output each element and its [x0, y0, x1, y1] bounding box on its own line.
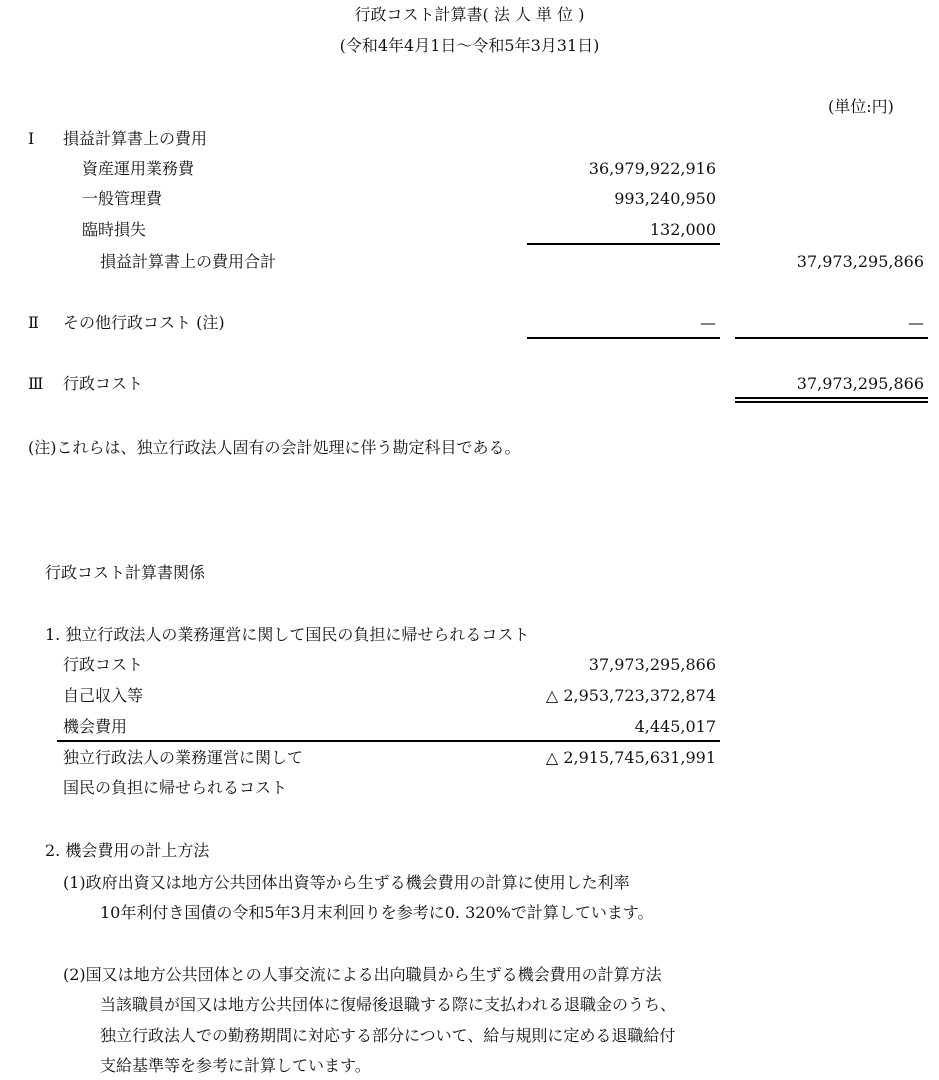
item1-row-label: 行政コスト — [63, 655, 144, 674]
section3-title: 行政コスト — [63, 374, 144, 393]
document-title: 行政コスト計算書( 法 人 単 位 ) — [354, 5, 585, 24]
item1-row-label: 自己収入等 — [63, 686, 144, 705]
unit-label: (単位:円) — [828, 97, 894, 116]
section2-total-rule — [735, 337, 928, 339]
section1-title: 損益計算書上の費用 — [63, 129, 208, 148]
item2-sub1-title: (1)政府出資又は地方公共団体出資等から生ずる機会費用の計算に使用した利率 — [63, 873, 630, 892]
section1-row-amount: 36,979,922,916 — [588, 159, 716, 178]
section3-numeral: Ⅲ — [28, 374, 44, 393]
item1-total-rule — [57, 740, 720, 742]
related-heading: 行政コスト計算書関係 — [45, 563, 206, 582]
item2-sub2-body-line: 独立行政法人での勤務期間に対応する部分について、給与規則に定める退職給付 — [100, 1026, 676, 1045]
subtotal-rule — [527, 243, 720, 245]
item1-total-label-line2: 国民の負担に帰せられるコスト — [63, 778, 288, 797]
section1-row-amount: 132,000 — [649, 220, 716, 239]
section2-numeral: Ⅱ — [28, 313, 39, 332]
section1-row-label: 一般管理費 — [82, 189, 163, 208]
grand-total-double-rule — [735, 397, 928, 403]
item1-row-amount: △ 2,953,723,372,874 — [545, 686, 716, 705]
section2-title: その他行政コスト (注) — [63, 313, 225, 332]
item2-sub2-title: (2)国又は地方公共団体との人事交流による出向職員から生ずる機会費用の計算方法 — [63, 965, 662, 984]
section1-row-amount: 993,240,950 — [614, 189, 716, 208]
section2-rule — [527, 337, 720, 339]
section2-total-dash: — — [908, 313, 924, 332]
section1-row-label: 臨時損失 — [82, 220, 147, 239]
item2-sub2-body-line: 支給基準等を参考に計算しています。 — [100, 1056, 371, 1075]
section1-row-label: 資産運用業務費 — [82, 159, 195, 178]
item1-row-label: 機会費用 — [63, 717, 128, 736]
item1-title: 1. 独立行政法人の業務運営に関して国民の負担に帰せられるコスト — [45, 625, 530, 644]
reporting-period: (令和4年4月1日～令和5年3月31日) — [339, 36, 600, 55]
item2-sub1-body: 10年利付き国債の令和5年3月末利回りを参考に0. 320%で計算しています。 — [100, 903, 654, 922]
item2-title: 2. 機会費用の計上方法 — [45, 841, 210, 860]
item1-row-amount: 37,973,295,866 — [588, 655, 716, 674]
section3-amount: 37,973,295,866 — [796, 374, 924, 393]
item1-row-amount: 4,445,017 — [634, 717, 716, 736]
footnote: (注)これらは、独立行政法人固有の会計処理に伴う勘定科目である。 — [28, 438, 521, 457]
item1-total-label-line1: 独立行政法人の業務運営に関して — [63, 748, 304, 767]
section1-numeral: Ⅰ — [28, 129, 35, 148]
section1-total-amount: 37,973,295,866 — [796, 252, 924, 271]
section2-amount-dash: — — [700, 313, 716, 332]
item1-total-amount: △ 2,915,745,631,991 — [545, 748, 716, 767]
section1-total-label: 損益計算書上の費用合計 — [100, 252, 277, 271]
item2-sub2-body-line: 当該職員が国又は地方公共団体に復帰後退職する際に支払われる退職金のうち、 — [100, 995, 677, 1014]
